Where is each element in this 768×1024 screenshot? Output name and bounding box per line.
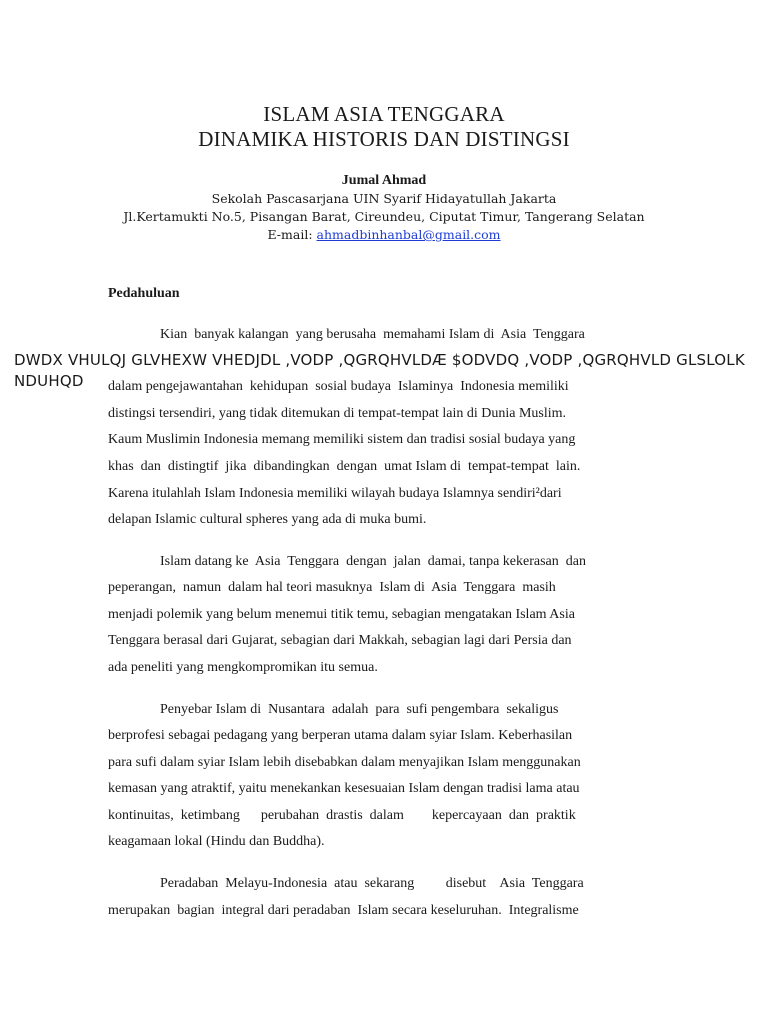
section-heading: Pedahuluan xyxy=(108,286,180,301)
title-line-1: ISLAM ASIA TENGGARA xyxy=(263,102,505,126)
p2-line-2: peperangan, namun dalam hal teori masuknya Islam di Asia Tenggara masih xyxy=(108,580,556,595)
p2-line-5: ada peneliti yang mengkompromikan itu semua. xyxy=(108,660,378,675)
p1-line-7: delapan Islamic cultural spheres yang ada di muka bumi. xyxy=(108,512,427,527)
affiliation: Sekolah Pascasarjana UIN Syarif Hidayatullah Jakarta xyxy=(211,191,557,206)
p4-line-1: Peradaban Melayu-Indonesia atau sekarang disebut Asia Tenggara xyxy=(160,876,584,891)
p1-line-2: dalam pengejawantahan kehidupan sosial budaya Islaminya Indonesia memiliki xyxy=(108,379,569,394)
address: Jl.Kertamukti No.5, Pisangan Barat, Cireundeu, Ciputat Timur, Tangerang Selatan xyxy=(123,209,645,224)
p1-line-5: khas dan distingtif jika dibandingkan dengan umat Islam di tempat-tempat lain. xyxy=(108,459,581,474)
author-block xyxy=(0,172,768,244)
p1-line-1: Kian banyak kalangan yang berusaha memahami Islam di Asia Tenggara xyxy=(160,327,585,342)
p1-line-6: Karena itulahlah Islam Indonesia memiliki wilayah budaya Islamnya sendiri²dari xyxy=(108,486,562,501)
p3-line-6: keagamaan lokal (Hindu dan Buddha). xyxy=(108,834,325,849)
p3-line-2: berprofesi sebagai pedagang yang berperan utama dalam syiar Islam. Keberhasilan xyxy=(108,728,573,743)
p1-line-3: distingsi tersendiri, yang tidak ditemukan di tempat-tempat lain di Dunia Muslim. xyxy=(108,406,567,421)
p2-line-1: Islam datang ke Asia Tenggara dengan jalan damai, tanpa kekerasan dan xyxy=(160,554,586,569)
email-line xyxy=(0,226,768,244)
p4-line-2: merupakan bagian integral dari peradaban Islam secara keseluruhan. Integralisme xyxy=(108,903,579,918)
p2-line-4: Tenggara berasal dari Gujarat, sebagian dari Makkah, sebagian lagi dari Persia dan xyxy=(108,633,572,648)
garbled-text-line-1: DWDX VHULQJ GLVHEXW VHEDJDL ,VODP ,QGRQHVLDÆ $ODVDQ ,VODP ,QGRQHVLD GLSLOLK xyxy=(14,351,745,369)
p2-line-3: menjadi polemik yang belum menemui titik temu, sebagian mengatakan Islam Asia xyxy=(108,607,575,622)
p3-line-4: kemasan yang atraktif, yaitu menekankan kesesuaian Islam dengan tradisi lama atau xyxy=(108,781,580,796)
author-name: Jumal Ahmad xyxy=(341,173,427,188)
email-link[interactable]: ahmadbinhanbal@gmail.com xyxy=(316,227,501,242)
garbled-text-line-2: NDUHQD xyxy=(14,372,84,390)
p3-line-1: Penyebar Islam di Nusantara adalah para sufi pengembara sekaligus xyxy=(160,702,559,717)
p3-line-3: para sufi dalam syiar Islam lebih disebabkan dalam menyajikan Islam menggunakan xyxy=(108,755,581,770)
p3-line-5: kontinuitas, ketimbang perubahan drastis dalam kepercayaan dan praktik xyxy=(108,808,576,823)
email-label: E-mail: xyxy=(267,227,317,242)
p1-line-4: Kaum Muslimin Indonesia memang memiliki sistem dan tradisi sosial budaya yang xyxy=(108,432,576,447)
title-line-2: DINAMIKA HISTORIS DAN DISTINGSI xyxy=(198,127,570,151)
